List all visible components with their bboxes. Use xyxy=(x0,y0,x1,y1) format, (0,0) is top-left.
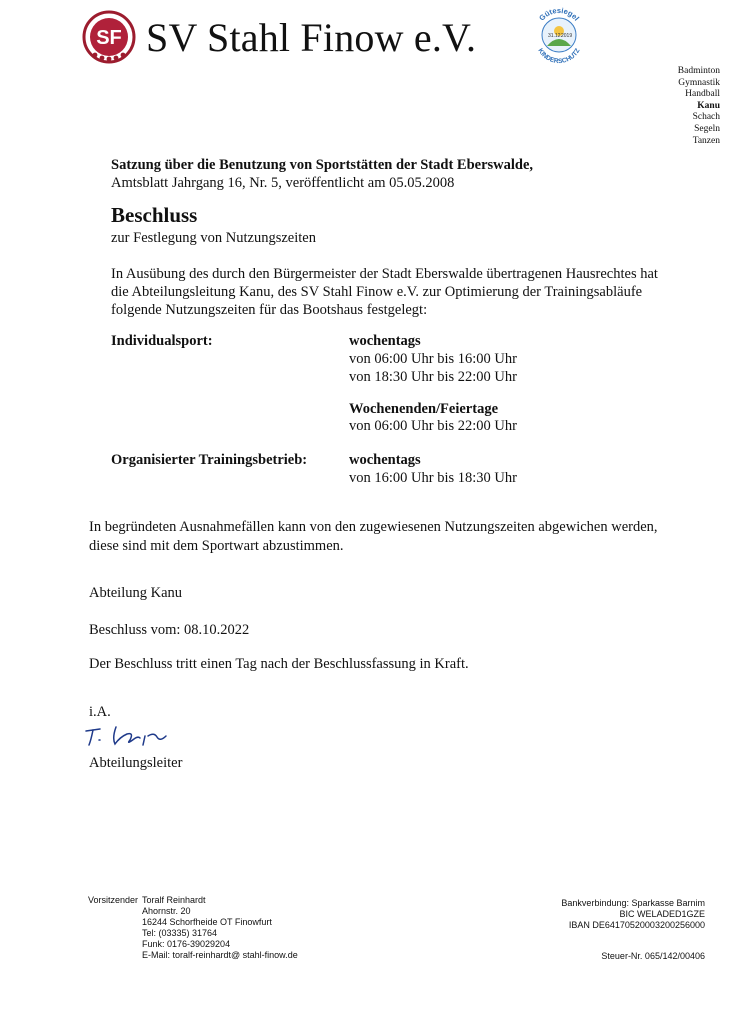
individual-weekdays-label: wochentags xyxy=(349,333,421,349)
seal-date-left: 31.12. xyxy=(548,33,562,39)
department-name: Abteilung Kanu xyxy=(89,585,183,601)
handwritten-signature xyxy=(82,718,192,754)
individual-weekdays-time-2: von 18:30 Uhr bis 22:00 Uhr xyxy=(349,369,517,385)
individual-sport-label: Individualsport: xyxy=(111,333,213,349)
footer-tax-number: Steuer-Nr. 065/142/00406 xyxy=(601,951,705,961)
statute-reference: Amtsblatt Jahrgang 16, Nr. 5, veröffentlicht am 05.05.2008 xyxy=(111,175,455,191)
logo-lettering: SF xyxy=(96,27,122,49)
exception-line-1: In begründeten Ausnahmefällen kann von den zugewiesenen Nutzungszeiten abgewichen werden, xyxy=(89,519,658,535)
footer-email: E-Mail: toralf-reinhardt@ stahl-finow.de xyxy=(142,950,298,960)
individual-weekends-label: Wochenenden/Feiertage xyxy=(349,401,499,417)
seal-date-right: 2019 xyxy=(561,33,573,39)
seal-bottom-text: KINDERSCHUTZ xyxy=(536,47,582,66)
footer-bank-line-2: BIC WELADED1GZE xyxy=(619,909,705,919)
signatory-role: Abteilungsleiter xyxy=(89,755,183,771)
intro-line-1: In Ausübung des durch den Bürgermeister der Stadt Eberswalde übertragenen Hausrechtes hat xyxy=(111,266,658,282)
organization-name: SV Stahl Finow e.V. xyxy=(146,15,477,60)
exception-line-2: diese sind mit dem Sportwart abzustimmen. xyxy=(89,538,344,554)
quality-seal-badge xyxy=(528,4,590,66)
sports-list-item: Kanu xyxy=(697,100,720,111)
footer-bank-line-3: IBAN DE64170520003200256000 xyxy=(568,920,705,930)
footer-chair-label: Vorsitzender xyxy=(88,895,139,905)
sports-list-item: Badminton xyxy=(677,66,720,76)
organized-weekdays-time-1: von 16:00 Uhr bis 18:30 Uhr xyxy=(349,470,517,486)
footer-address-line-1: Ahornstr. 20 xyxy=(142,906,191,916)
sports-list-item: Handball xyxy=(685,89,720,100)
statute-title: Satzung über die Benutzung von Sportstätten der Stadt Eberswalde, xyxy=(111,157,534,173)
footer-address-line-3: Tel: (03335) 31764 xyxy=(142,928,218,938)
decision-subheading: zur Festlegung von Nutzungszeiten xyxy=(111,230,316,246)
individual-weekends-time-1: von 06:00 Uhr bis 22:00 Uhr xyxy=(349,418,517,434)
sports-list-item: Tanzen xyxy=(692,135,720,146)
intro-line-3: folgende Nutzungszeiten für das Bootshaus festgelegt: xyxy=(111,302,428,318)
sports-list-item: Segeln xyxy=(694,123,720,134)
sports-list-item: Schach xyxy=(692,112,720,123)
signature-prefix: i.A. xyxy=(89,704,111,720)
sports-list xyxy=(678,66,720,147)
individual-weekdays-time-1: von 06:00 Uhr bis 16:00 Uhr xyxy=(349,351,517,367)
seal-top-text: Gütesiegel xyxy=(537,5,582,23)
sports-list-item: Gymnastik xyxy=(678,77,720,88)
effective-statement: Der Beschluss tritt einen Tag nach der Beschlussfassung in Kraft. xyxy=(89,656,469,672)
footer-bank-line-1: Bankverbindung: Sparkasse Barnim xyxy=(561,898,705,908)
footer-address-line-4: Funk: 0176-39029204 xyxy=(142,939,231,949)
intro-line-2: die Abteilungsleitung Kanu, des SV Stahl Finow e.V. zur Optimierung der Trainingsabläufe xyxy=(111,284,643,300)
decision-date: Beschluss vom: 08.10.2022 xyxy=(89,622,250,638)
decision-heading: Beschluss xyxy=(111,203,198,227)
organized-training-label: Organisierter Trainingsbetrieb: xyxy=(111,452,308,468)
club-logo xyxy=(82,10,136,64)
footer-address-line-2: 16244 Schorfheide OT Finowfurt xyxy=(142,917,272,927)
organized-weekdays-label: wochentags xyxy=(349,452,421,468)
footer-chair-name: Toralf Reinhardt xyxy=(142,895,206,905)
